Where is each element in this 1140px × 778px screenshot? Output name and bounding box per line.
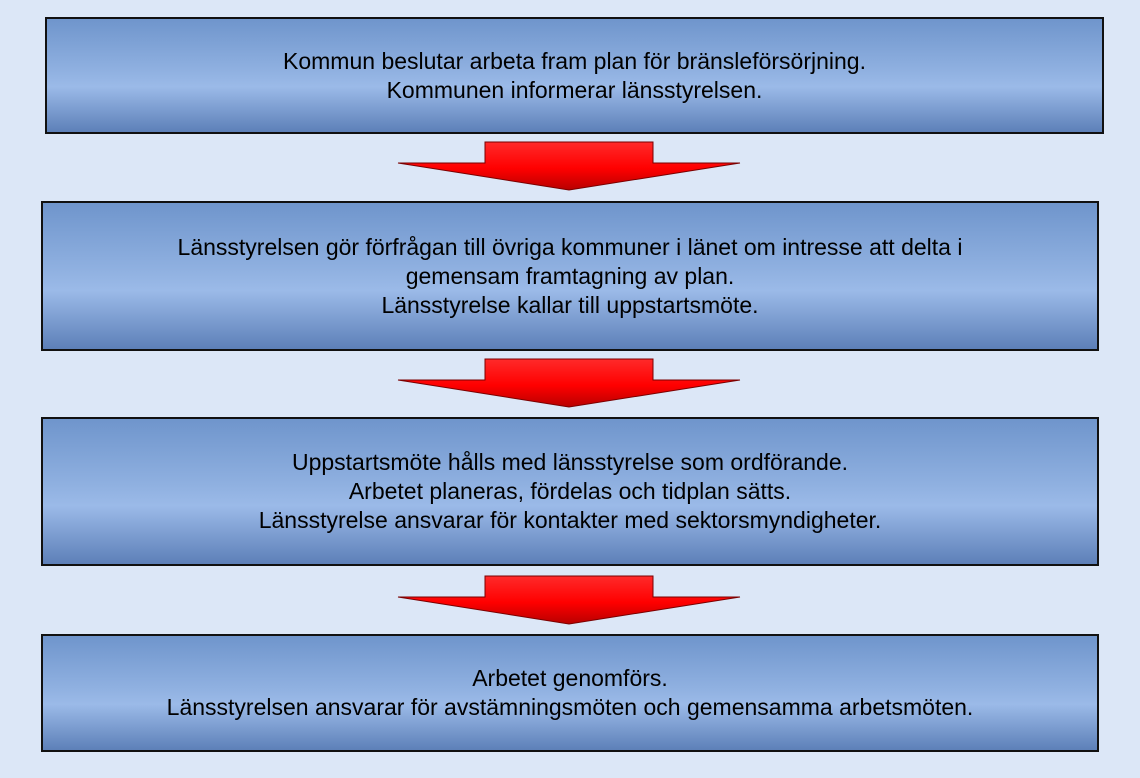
- step-box-3: [41, 417, 1099, 566]
- step-4-line-1: Arbetet genomförs.: [472, 665, 668, 691]
- down-arrow-icon: [397, 358, 741, 408]
- step-2-line-3: Länsstyrelse kallar till uppstartsmöte.: [381, 291, 759, 318]
- step-3-line-3: Länsstyrelse ansvarar för kontakter med sektorsmyndigheter.: [258, 507, 882, 533]
- down-arrow-icon: [397, 575, 741, 625]
- step-2-line-2: gemensam framtagning av plan.: [405, 262, 735, 289]
- step-4-line-2: Länsstyrelsen ansvarar för avstämningsmöten och gemensamma arbetsmöten.: [166, 694, 974, 720]
- step-box-2: [41, 201, 1099, 351]
- step-box-1: [45, 17, 1104, 134]
- step-box-4: [41, 634, 1099, 752]
- down-arrow-icon: [397, 141, 741, 191]
- step-3-line-1: Uppstartsmöte hålls med länsstyrelse som ordförande.: [291, 449, 849, 475]
- step-2-line-1: Länsstyrelsen gör förfrågan till övriga kommuner i länet om intresse att delta i: [177, 233, 963, 260]
- step-3-line-2: Arbetet planeras, fördelas och tidplan sätts.: [348, 478, 792, 504]
- step-1-line-2: Kommunen informerar länsstyrelsen.: [386, 76, 763, 103]
- step-1-line-1: Kommun beslutar arbeta fram plan för bränsleförsörjning.: [283, 47, 866, 74]
